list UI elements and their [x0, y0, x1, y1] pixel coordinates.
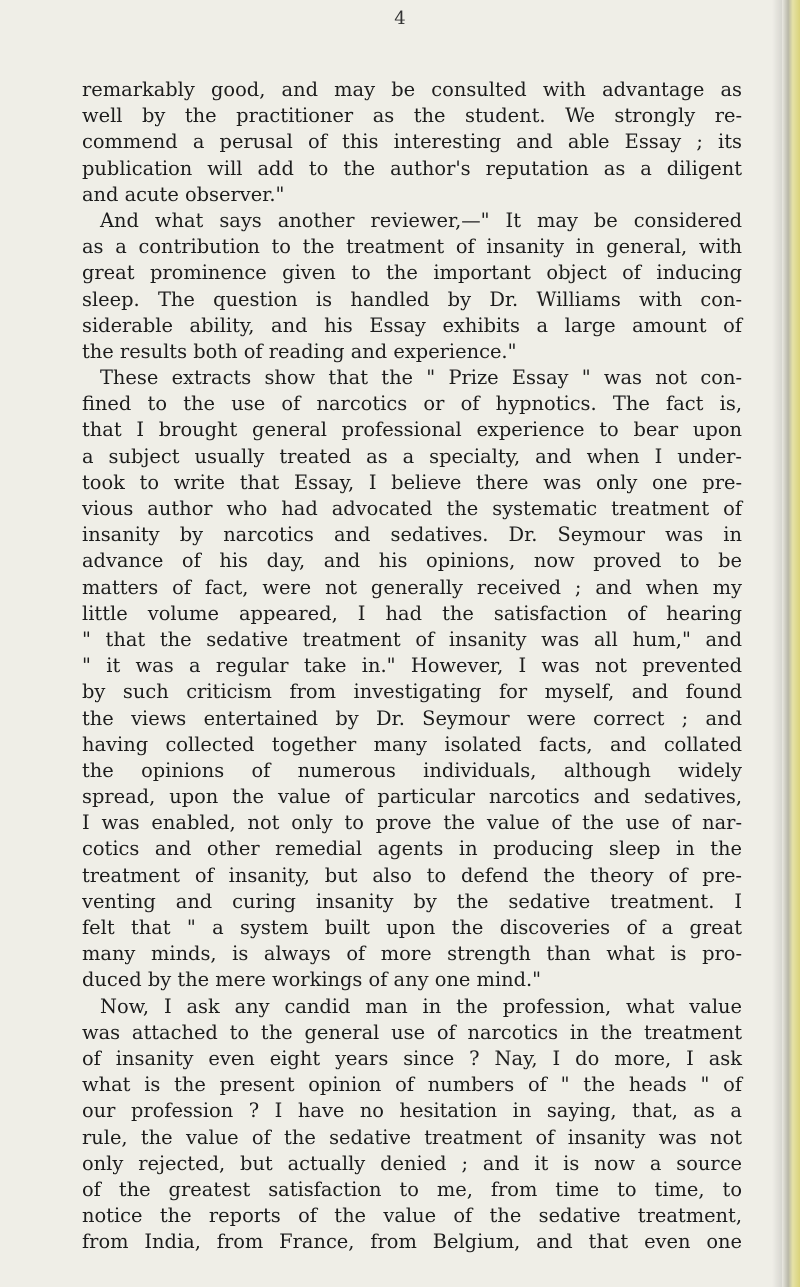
text-line: insanity by narcotics and sedatives. Dr. Seymour was in — [82, 523, 742, 547]
text-line: of insanity even eight years since ? Nay, I do more, I ask — [82, 1046, 742, 1070]
book-binding-edge — [782, 0, 800, 1287]
text-line: These extracts show that the " Prize Essay " was not con- — [100, 366, 742, 390]
text-line: and acute observer." — [82, 182, 285, 206]
text-line: little volume appeared, I had the satisfaction of hearing — [82, 601, 742, 625]
text-line: venting and curing insanity by the sedative treatment. I — [82, 889, 742, 913]
text-line: vious author who had advocated the systematic treatment of — [82, 497, 742, 520]
text-line: " that the sedative treatment of insanity was all hum," and — [82, 627, 742, 651]
text-line: publication will add to the author's reputation as a diligent — [82, 156, 742, 180]
text-line: duced by the mere workings of any one mind." — [82, 968, 542, 992]
text-line: as a contribution to the treatment of insanity in general, with — [82, 235, 742, 259]
text-line: great prominence given to the important object of inducing — [82, 261, 742, 285]
text-line: sleep. The question is handled by Dr. Williams with con- — [82, 287, 742, 311]
text-line: spread, upon the value of particular narcotics and sedatives, — [82, 785, 742, 809]
text-line: rule, the value of the sedative treatment of insanity was not — [82, 1125, 742, 1149]
text-line: many minds, is always of more strength than what is pro- — [82, 942, 742, 966]
text-line: of the greatest satisfaction to me, from time to time, to — [82, 1177, 742, 1201]
text-line: the opinions of numerous individuals, although widely — [82, 758, 742, 782]
binding-shadow — [772, 0, 782, 1287]
text-line: the results both of reading and experience." — [82, 339, 517, 363]
text-line: having collected together many isolated facts, and collated — [82, 732, 742, 756]
body-text — [82, 77, 742, 1255]
text-line: cotics and other remedial agents in producing sleep in the — [82, 837, 742, 861]
text-line: siderable ability, and his Essay exhibits a large amount of — [82, 313, 742, 337]
text-line: took to write that Essay, I believe there was only one pre- — [82, 470, 742, 494]
text-line: And what says another reviewer,—" It may be considered — [100, 208, 742, 232]
text-line: a subject usually treated as a specialty, and when I under- — [82, 444, 742, 468]
text-line: well by the practitioner as the student. We strongly re- — [82, 104, 742, 128]
text-line: from India, from France, from Belgium, and that even one — [82, 1230, 742, 1254]
text-line: commend a perusal of this interesting and able Essay ; its — [82, 130, 742, 154]
page-number: 4 — [394, 8, 406, 29]
text-line: advance of his day, and his opinions, now proved to be — [82, 549, 742, 573]
text-line: the views entertained by Dr. Seymour were correct ; and — [82, 706, 742, 730]
text-line: remarkably good, and may be consulted with advantage as — [82, 78, 742, 101]
text-line: only rejected, but actually denied ; and it is now a source — [82, 1151, 742, 1175]
text-line: notice the reports of the value of the sedative treatment, — [82, 1204, 742, 1228]
text-line: fined to the use of narcotics or of hypnotics. The fact is, — [82, 392, 742, 416]
text-line: felt that " a system built upon the discoveries of a great — [82, 916, 742, 939]
text-line: matters of fact, were not generally received ; and when my — [82, 575, 742, 599]
text-line: what is the present opinion of numbers of " the heads " of — [82, 1073, 742, 1097]
text-line: treatment of insanity, but also to defend the theory of pre- — [82, 863, 742, 887]
text-line: " it was a regular take in." However, I was not prevented — [82, 654, 742, 678]
text-line: I was enabled, not only to prove the value of the use of nar- — [82, 811, 742, 835]
text-line: our profession ? I have no hesitation in saying, that, as a — [82, 1099, 742, 1123]
text-line: by such criticism from investigating for myself, and found — [82, 680, 742, 704]
text-line: was attached to the general use of narcotics in the treatment — [82, 1020, 742, 1044]
text-line: that I brought general professional experience to bear upon — [82, 418, 742, 442]
text-line: Now, I ask any candid man in the profession, what value — [100, 994, 742, 1018]
